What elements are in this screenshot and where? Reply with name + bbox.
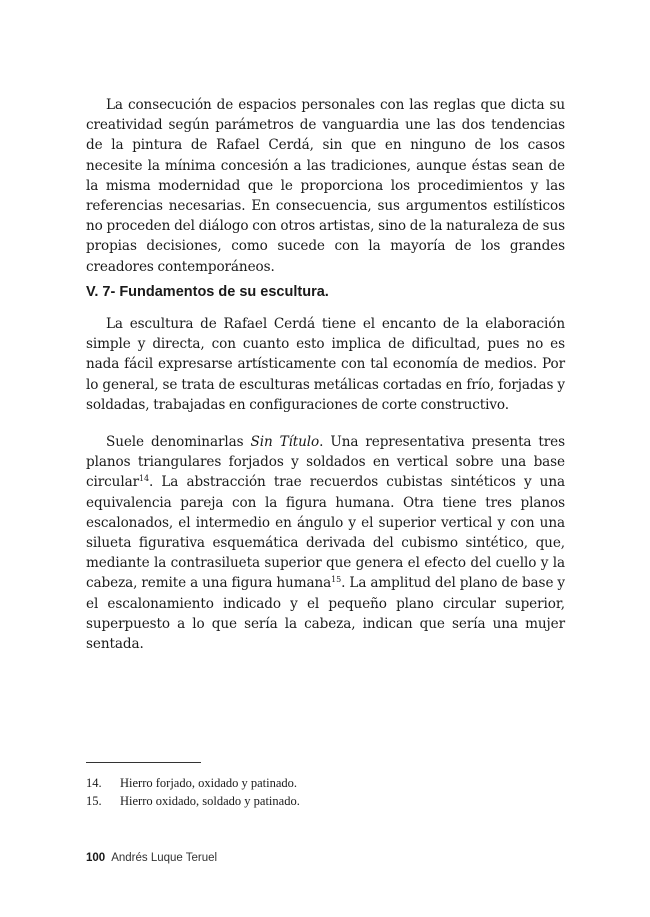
author-name: Andrés Luque Teruel [111,852,218,864]
footnote-number: 15. [86,794,102,808]
page-number: 100 [86,852,106,864]
artwork-title: Sin Título [250,434,320,450]
paragraph-painting-tendencies: La consecución de espacios personales con las reglas que dicta su creatividad según parámetros de vanguardia une las dos tendencias de la pintura de Rafael Cerdá, sin que en ninguno de los casos necesite la mínima concesión a las tradiciones, aunque éstas sean de la misma modernidad que le proporciona los procedimientos y las referencias necesarias. En consecuencia, sus argumentos estilísticos no proceden del diálogo con otros artistas, sino de la naturaleza de sus propias decisiones, como sucede con la mayoría de los grandes creadores contemporáneos. [86,97,565,275]
footnote-reference-15[interactable]: 15 [331,575,342,585]
section-heading: V. 7- Fundamentos de su escultura. [86,284,329,300]
page-footer [86,851,217,865]
paragraph-text-segment: Suele denominarlas [106,434,251,450]
footnote-number: 14. [86,776,102,790]
paragraph-sin-titulo [86,432,565,654]
footnote-divider [86,762,201,763]
paragraph-text-segment: . La amplitud del plano de base y el escalonamiento indicado y el pequeño plano circular superior, superpuesto a lo que sería la cabeza, indican que sería una mujer sentada. [86,575,565,653]
paragraph-text-segment: . Una representativa presenta tres planos triangulares forjados y soldados en vertical sobre una base circular [86,434,565,491]
footnote-text: Hierro forjado, oxidado y patinado. [120,776,298,790]
paragraph-text-segment: . La abstracción trae recuerdos cubistas sintéticos y una equivalencia pareja con la figura humana. Otra tiene tres planos escalonados, el intermedio en ángulo y el superior vertical y con una silueta figurativa esquemática derivada del cubismo sintético, que, mediante la contrasilueta superior que genera el efecto del cuello y la cabeza, remite a una figura humana [86,474,565,592]
footnote-text: Hierro oxidado, soldado y patinado. [120,794,300,808]
footnote-reference-14[interactable]: 14 [138,474,149,484]
footnote-15 [86,793,300,809]
paragraph-sculpture-intro: La escultura de Rafael Cerdá tiene el encanto de la elaboración simple y directa, con cuanto esto implica de dificultad, pues no es nada fácil expresarse artísticamente con tal economía de medios. Por lo general, se trata de esculturas metálicas cortadas en frío, forjadas y soldadas, trabajadas en configuraciones de corte constructivo. [86,316,565,413]
footnote-14 [86,775,297,791]
